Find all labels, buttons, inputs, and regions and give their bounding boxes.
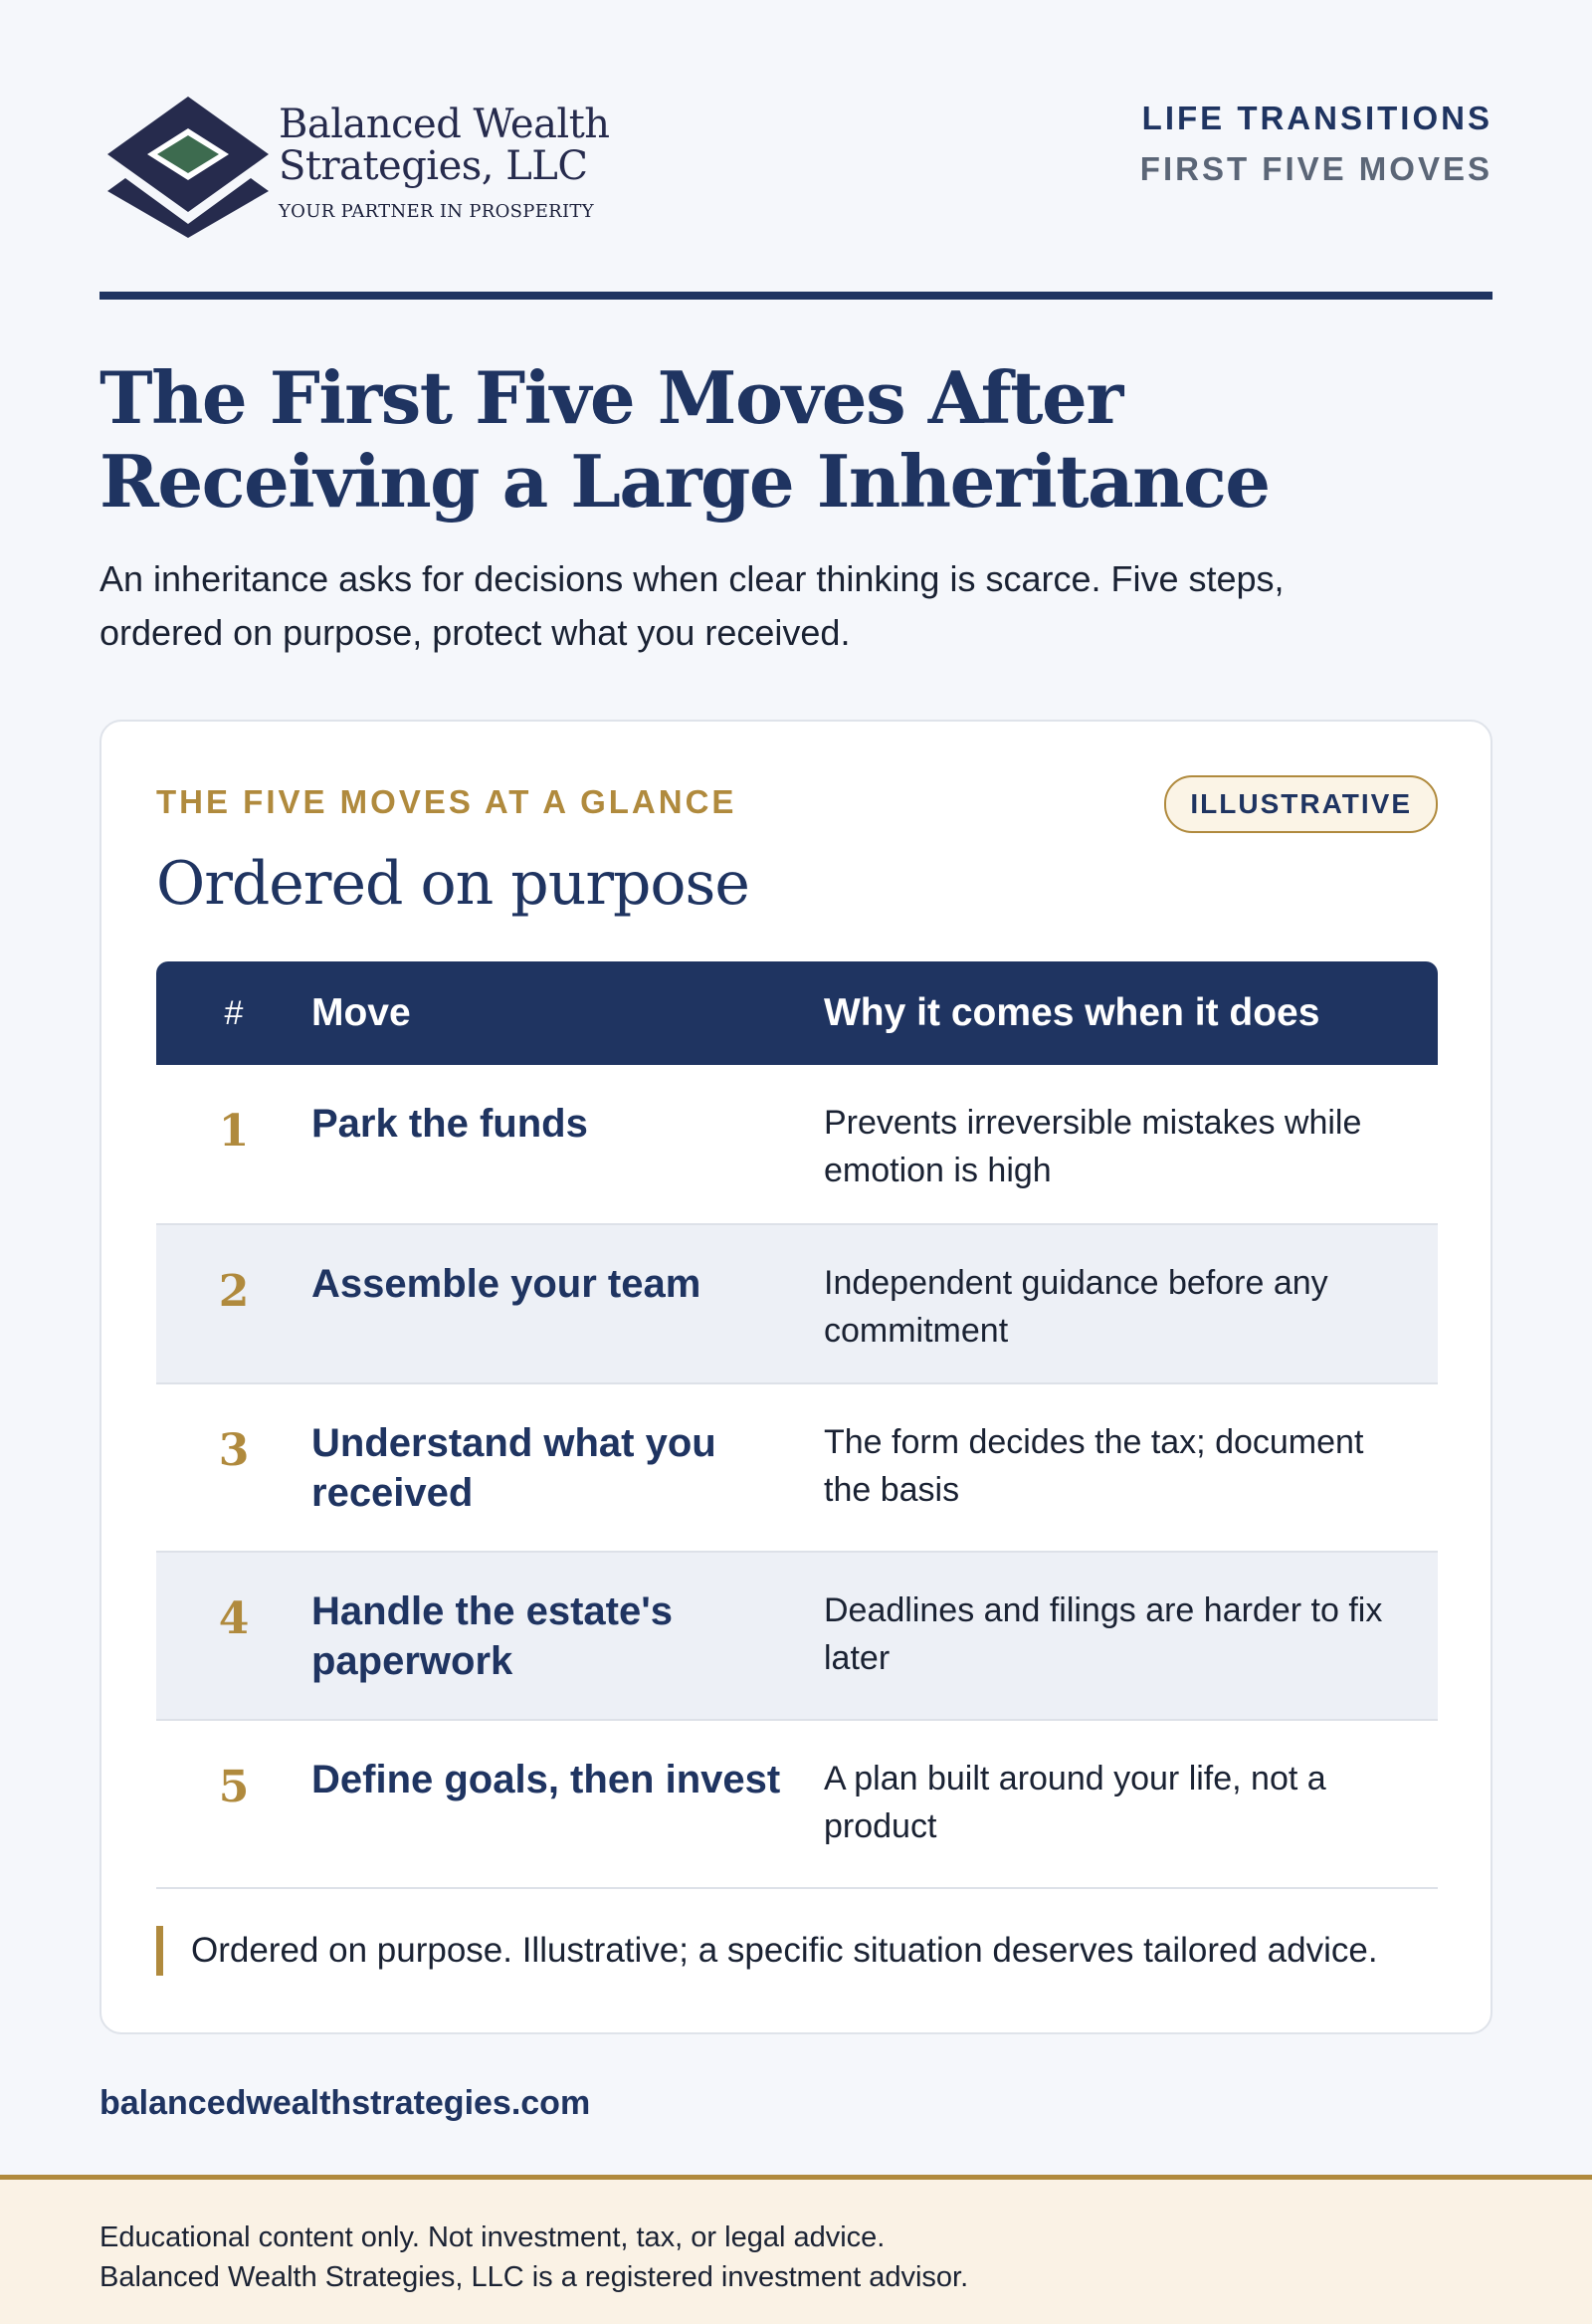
page-header [100, 0, 1492, 299]
page-title-line2: Receiving a Large Inheritance [100, 439, 1270, 524]
card-kicker: THE FIVE MOVES AT A GLANCE [156, 783, 737, 820]
brand-name-line1: Balanced Wealth [279, 102, 610, 147]
table-header [156, 961, 1438, 1065]
page-title-line1: The First Five Moves After [100, 355, 1122, 440]
page-footer [0, 2175, 1592, 2324]
move-name: Park the funds [311, 1102, 588, 1146]
website-link[interactable]: balancedwealthstrategies.com [100, 2084, 591, 2122]
subtitle-line1: An inheritance asks for decisions when clear thinking is scarce. Five steps, [100, 558, 1285, 599]
table-row [156, 1553, 1438, 1721]
move-name: Assemble your team [311, 1262, 701, 1306]
card-title: Ordered on purpose [156, 849, 749, 919]
moves-card [100, 720, 1492, 2034]
move-reason: Deadlines and filings are harder to fix later [824, 1591, 1383, 1677]
kicker-secondary: FIRST FIVE MOVES [1139, 150, 1492, 187]
move-number: 5 [218, 1762, 250, 1812]
header-divider [100, 292, 1492, 300]
move-name: Define goals, then invest [311, 1758, 781, 1801]
disclaimer [100, 2218, 968, 2297]
move-reason: Prevents irreversible mistakes while emotion is high [824, 1104, 1362, 1189]
card-footnote: Ordered on purpose. Illustrative; a specific situation deserves tailored advice. [156, 1926, 1473, 1976]
move-reason: The form decides the tax; document the basis [824, 1423, 1364, 1509]
move-reason: Independent guidance before any commitment [824, 1264, 1328, 1350]
header-number: # [224, 993, 244, 1032]
brand-name-line2: Strategies, LLC [279, 143, 588, 189]
table-row [156, 1065, 1438, 1225]
header-kickers [1140, 100, 1492, 188]
page-subtitle [100, 552, 1492, 660]
page-title [100, 356, 1492, 524]
moves-table [156, 961, 1438, 1889]
header-move: Move [311, 991, 411, 1034]
illustrative-badge: ILLUSTRATIVE [1164, 775, 1438, 833]
move-number: 2 [218, 1266, 250, 1317]
move-number: 1 [218, 1106, 250, 1157]
move-name: Understand what you received [311, 1421, 716, 1515]
header-why: Why it comes when it does [824, 991, 1320, 1034]
brand-logo-icon [103, 95, 273, 240]
move-name: Handle the estate's paperwork [311, 1589, 673, 1683]
move-number: 4 [218, 1593, 250, 1644]
kicker-primary: LIFE TRANSITIONS [1141, 100, 1492, 136]
disclaimer-line1: Educational content only. Not investment, tax, or legal advice. [100, 2221, 886, 2253]
brand-tagline: YOUR PARTNER IN PROSPERITY [279, 201, 594, 222]
disclaimer-line2: Balanced Wealth Strategies, LLC is a registered investment advisor. [100, 2261, 969, 2293]
brand-wordmark [279, 104, 610, 222]
table-row [156, 1225, 1438, 1384]
move-number: 3 [218, 1425, 250, 1476]
subtitle-line2: ordered on purpose, protect what you received. [100, 612, 851, 653]
table-row [156, 1384, 1438, 1553]
table-row [156, 1721, 1438, 1889]
move-reason: A plan built around your life, not a product [824, 1760, 1326, 1845]
